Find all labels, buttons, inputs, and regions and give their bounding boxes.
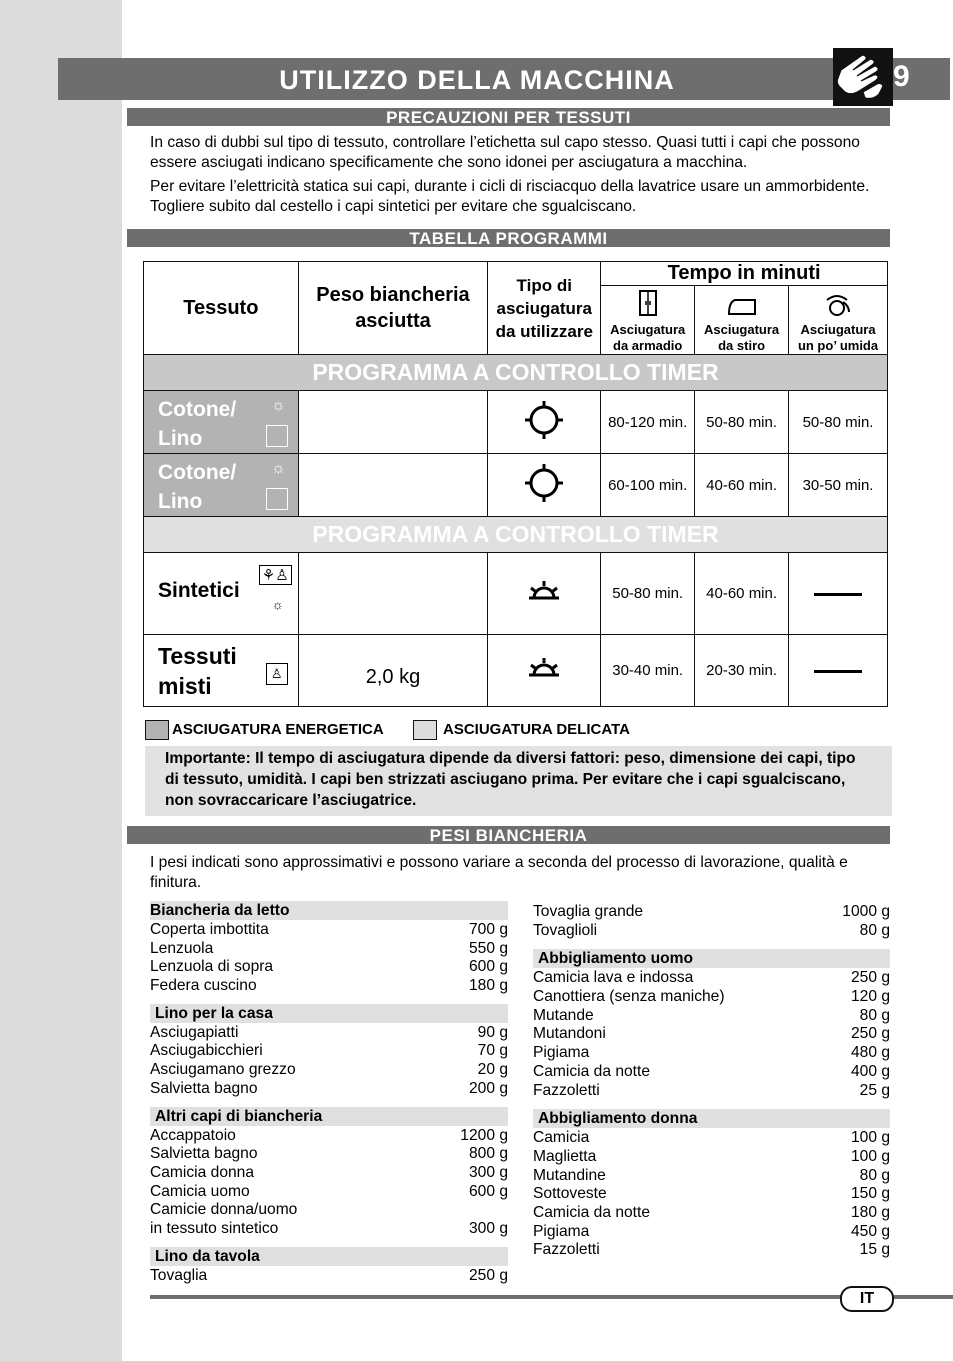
fabric-cell-2 <box>144 454 299 517</box>
legend-delicate-swatch <box>413 720 437 740</box>
note-l1: Importante: Il tempo di asciugatura dipende da diversi fattori: peso, dimensione dei capi, tipo <box>165 750 856 767</box>
weights-intro-l2: finitura. <box>150 874 202 891</box>
time-cupboard-2: 60-100 min. <box>601 454 695 517</box>
weight-list-item <box>533 1081 890 1100</box>
spacer <box>150 1238 508 1247</box>
item-name: Asciugamano grezzo <box>150 1061 296 1079</box>
weight-list-item <box>533 902 890 921</box>
sub2-l2: da stiro <box>718 338 766 353</box>
item-name: Camicia da notte <box>533 1062 651 1080</box>
iron-icon <box>725 294 759 318</box>
item-weight: 120 g <box>850 988 890 1006</box>
item-weight: 20 g <box>477 1061 508 1079</box>
weight-list-item <box>533 1222 890 1241</box>
fabric-cell-4 <box>144 635 299 707</box>
item-name: Pigiama <box>533 1222 590 1240</box>
title-underline <box>58 98 950 100</box>
item-name: Camicie donna/uomo <box>150 1201 298 1219</box>
fabric-2-l1: Cotone/ <box>158 461 237 484</box>
item-weight: 80 g <box>859 1166 890 1184</box>
weight-cell-3 <box>298 553 488 635</box>
band-timer-1: PROGRAMMA A CONTROLLO TIMER <box>144 355 888 391</box>
fabric-1-l1: Cotone/ <box>158 398 237 421</box>
sub1-l1: Asciugatura <box>610 322 686 337</box>
weight-list-item <box>533 1006 890 1025</box>
item-weight: 90 g <box>477 1023 508 1041</box>
low-heat-small-icon: ☼ <box>271 597 284 612</box>
item-name: in tessuto sintetico <box>150 1219 279 1237</box>
important-note <box>145 746 892 816</box>
item-name: Camicia uomo <box>150 1182 250 1200</box>
item-name: Tovaglia grande <box>533 903 644 920</box>
dry-type-cell-1 <box>488 391 601 454</box>
time-iron-1: 50-80 min. <box>695 391 789 454</box>
weight-cell-1 <box>298 391 488 454</box>
header-cupboard-dry <box>601 286 695 355</box>
basket-icon <box>266 425 288 447</box>
spacer <box>533 939 890 949</box>
item-weight: 700 g <box>468 921 508 938</box>
item-weight: 150 g <box>850 1185 890 1203</box>
sub2-l1: Asciugatura <box>704 322 780 337</box>
item-weight: 480 g <box>850 1044 890 1062</box>
section-precautions-title: PRECAUZIONI PER TESSUTI <box>127 108 890 126</box>
item-weight: 180 g <box>850 1203 890 1221</box>
item-weight: 1200 g <box>460 1126 508 1144</box>
weight-group-title: Altri capi di biancheria <box>150 1107 508 1126</box>
item-name: Camicia lava e indossa <box>533 969 694 987</box>
header-time: Tempo in minuti <box>601 262 888 286</box>
time-cupboard-1: 80-120 min. <box>601 391 695 454</box>
section-weights-title: PESI BIANCHERIA <box>127 826 890 844</box>
item-name: Asciugabicchieri <box>150 1042 263 1060</box>
item-weight: 450 g <box>850 1222 890 1240</box>
fabric-1-l2: Lino <box>158 427 203 450</box>
hanger-icon <box>821 290 855 318</box>
band-timer-2: PROGRAMMA A CONTROLLO TIMER <box>144 517 888 553</box>
item-name: Federa cuscino <box>150 977 257 995</box>
weight-list-item <box>533 1203 890 1222</box>
time-iron-3: 40-60 min. <box>695 553 789 635</box>
high-heat-icon <box>524 463 564 503</box>
time-damp-1: 50-80 min. <box>789 391 888 454</box>
weight-list-item <box>533 1166 890 1185</box>
page-number: 9 <box>893 60 910 93</box>
page-title: UTILIZZO DELLA MACCHINA <box>279 65 675 95</box>
item-name: Tovaglia <box>150 1266 208 1284</box>
item-weight: 250 g <box>850 1025 890 1043</box>
weight-list-item <box>150 1266 508 1285</box>
item-weight: 400 g <box>850 1062 890 1080</box>
page-title-bar <box>58 58 950 98</box>
item-weight: 70 g <box>477 1042 508 1060</box>
weight-list-item <box>533 1147 890 1166</box>
low-heat-icon <box>526 579 562 603</box>
synthetic-icon: ⚘♙ <box>259 565 292 585</box>
item-name: Asciugapiatti <box>150 1023 239 1041</box>
weight-list-item <box>150 1041 508 1060</box>
item-name: Camicia da notte <box>533 1203 651 1221</box>
not-applicable-dash <box>814 593 862 596</box>
item-weight: 600 g <box>468 1182 508 1200</box>
weight-list-item <box>533 921 890 940</box>
precautions-text <box>150 133 930 217</box>
weight-list-item <box>150 1060 508 1079</box>
weight-list-item <box>533 1062 890 1081</box>
time-cupboard-4: 30-40 min. <box>601 635 695 707</box>
sun-icon: ☼ <box>271 460 286 477</box>
header-iron-dry <box>695 286 789 355</box>
programs-table <box>143 261 888 707</box>
dry-type-cell-3 <box>488 553 601 635</box>
item-name: Tovaglioli <box>533 921 598 939</box>
weight-list-item <box>150 939 508 958</box>
item-name: Salvietta bagno <box>150 1079 258 1097</box>
high-heat-icon <box>524 400 564 440</box>
weight-group-title: Lino per la casa <box>150 1004 508 1023</box>
legend-energetic-swatch <box>145 720 169 740</box>
weight-list-item <box>150 957 508 976</box>
fabric-cell-1 <box>144 391 299 454</box>
legend-delicate-label: ASCIUGATURA DELICATA <box>443 721 630 738</box>
item-weight: 100 g <box>850 1129 890 1147</box>
weight-group-title: Abbigliamento donna <box>533 1109 890 1128</box>
fabric-4-l2: misti <box>158 673 212 699</box>
weight-list-item <box>150 1182 508 1201</box>
legend-energetic-label: ASCIUGATURA ENERGETICA <box>172 721 384 738</box>
precautions-p2-l1: Per evitare l’elettricità statica sui capi, durante i cicli di risciacquo della lavatrice usare un ammorbidente. <box>150 178 870 195</box>
weight-list-item <box>150 1126 508 1145</box>
header-weight-l2: asciutta <box>355 310 431 332</box>
item-name: Canottiera (senza maniche) <box>533 988 725 1006</box>
not-applicable-dash <box>814 670 862 673</box>
precautions-p1-l1: In caso di dubbi sul tipo di tessuto, controllare l’etichetta sul capo stesso. Quasi tutti i capi che possono <box>150 134 860 151</box>
item-weight: 180 g <box>468 977 508 995</box>
item-name: Accappatoio <box>150 1126 236 1144</box>
weight-list-item <box>533 1184 890 1203</box>
weight-list-item <box>150 1079 508 1098</box>
spacer <box>150 995 508 1004</box>
weight-list-item <box>533 1240 890 1259</box>
dry-type-cell-2 <box>488 454 601 517</box>
fabric-2-l2: Lino <box>158 490 203 513</box>
item-weight: 1000 g <box>842 903 890 920</box>
note-l2: di tessuto, umidità. I capi ben strizzati asciugano prima. Per evitare che i capi sgualciscano, <box>165 771 846 788</box>
weight-list-item <box>150 1023 508 1042</box>
weight-list-item <box>533 1024 890 1043</box>
sub3-l2: un po’ umida <box>797 338 879 353</box>
fabric-cell-3 <box>144 553 299 635</box>
hand-icon <box>833 48 893 106</box>
weights-right-column <box>533 902 890 1259</box>
delicate-icon: ♙ <box>266 663 288 685</box>
sun-icon: ☼ <box>271 397 286 414</box>
low-heat-icon <box>526 656 562 680</box>
header-dry-type-l2: asciugatura <box>496 298 592 318</box>
weight-list-item <box>533 987 890 1006</box>
spacer <box>150 1098 508 1107</box>
item-weight: 300 g <box>468 1219 508 1237</box>
wardrobe-icon <box>638 290 658 318</box>
dry-type-cell-4 <box>488 635 601 707</box>
header-dry-type <box>488 262 601 355</box>
weights-left-column <box>150 901 508 1284</box>
sub3-l1: Asciugatura <box>800 322 876 337</box>
time-damp-4 <box>789 635 888 707</box>
language-badge: IT <box>840 1286 894 1312</box>
sub1-l2: da armadio <box>613 338 683 353</box>
note-l3: non sovraccaricare l’asciugatrice. <box>165 792 417 809</box>
precautions-p1-l2: essere asciugati indicano specificamente che sono idonei per asciugatura a macchina. <box>150 154 748 171</box>
weight-list-item <box>533 1128 890 1147</box>
item-name: Pigiama <box>533 1044 590 1062</box>
item-name: Mutandine <box>533 1166 606 1184</box>
weight-group-title: Lino da tavola <box>150 1247 508 1266</box>
header-weight-l1: Peso biancheria <box>316 284 470 306</box>
weights-intro-l1: I pesi indicati sono approssimativi e possono variare a seconda del processo di lavorazione, qualità e <box>150 854 848 871</box>
weight-list-item <box>533 1043 890 1062</box>
item-name: Coperta imbottita <box>150 921 269 938</box>
item-name: Sottoveste <box>533 1185 607 1203</box>
weight-list-item <box>150 1200 508 1219</box>
item-name: Lenzuola di sopra <box>150 958 274 976</box>
item-weight: 600 g <box>468 958 508 976</box>
footer-line <box>150 1295 953 1299</box>
item-name: Camicia <box>533 1129 590 1147</box>
weight-cell-4: 2,0 kg <box>298 635 488 707</box>
header-weight <box>298 262 488 355</box>
time-iron-2: 40-60 min. <box>695 454 789 517</box>
weight-list-item <box>150 1219 508 1238</box>
item-name: Salvietta bagno <box>150 1145 258 1163</box>
fabric-3-l1: Sintetici <box>158 579 240 602</box>
spacer <box>533 1099 890 1109</box>
item-weight: 550 g <box>468 939 508 957</box>
item-name: Mutandoni <box>533 1025 606 1043</box>
item-weight: 80 g <box>859 921 890 939</box>
header-damp-dry <box>789 286 888 355</box>
weight-cell-2 <box>298 454 488 517</box>
item-name: Lenzuola <box>150 939 214 957</box>
basket-icon <box>266 488 288 510</box>
item-name: Mutande <box>533 1006 594 1024</box>
weight-group-title: Biancheria da letto <box>150 901 508 920</box>
section-programs-title: TABELLA PROGRAMMI <box>127 229 890 247</box>
weight-list-item <box>150 976 508 995</box>
item-name: Fazzoletti <box>533 1081 600 1099</box>
item-weight: 250 g <box>850 969 890 987</box>
header-fabric: Tessuto <box>144 262 299 355</box>
item-weight: 100 g <box>850 1147 890 1165</box>
weight-group-title: Abbigliamento uomo <box>533 949 890 968</box>
item-weight: 25 g <box>859 1081 890 1099</box>
item-weight: 200 g <box>468 1079 508 1097</box>
item-name: Fazzoletti <box>533 1241 600 1259</box>
left-margin-strip <box>0 0 122 1361</box>
header-dry-type-l3: da utilizzare <box>495 321 593 341</box>
time-iron-4: 20-30 min. <box>695 635 789 707</box>
item-weight: 15 g <box>859 1241 890 1259</box>
item-weight: 800 g <box>468 1145 508 1163</box>
item-weight: 300 g <box>468 1163 508 1181</box>
precautions-p2-l2: Togliere subito dal cestello i capi sintetici per evitare che sgualciscano. <box>150 198 637 215</box>
item-name: Maglietta <box>533 1147 597 1165</box>
item-weight: 80 g <box>859 1006 890 1024</box>
weights-intro <box>150 853 910 893</box>
item-weight: 250 g <box>468 1266 508 1284</box>
header-dry-type-l1: Tipo di <box>516 275 572 295</box>
weight-list-item <box>150 920 508 939</box>
time-damp-2: 30-50 min. <box>789 454 888 517</box>
weight-list-item <box>150 1163 508 1182</box>
weight-list-item <box>150 1144 508 1163</box>
item-name: Camicia donna <box>150 1163 255 1181</box>
weight-list-item <box>533 968 890 987</box>
time-cupboard-3: 50-80 min. <box>601 553 695 635</box>
fabric-4-l1: Tessuti <box>158 643 237 669</box>
time-damp-3 <box>789 553 888 635</box>
